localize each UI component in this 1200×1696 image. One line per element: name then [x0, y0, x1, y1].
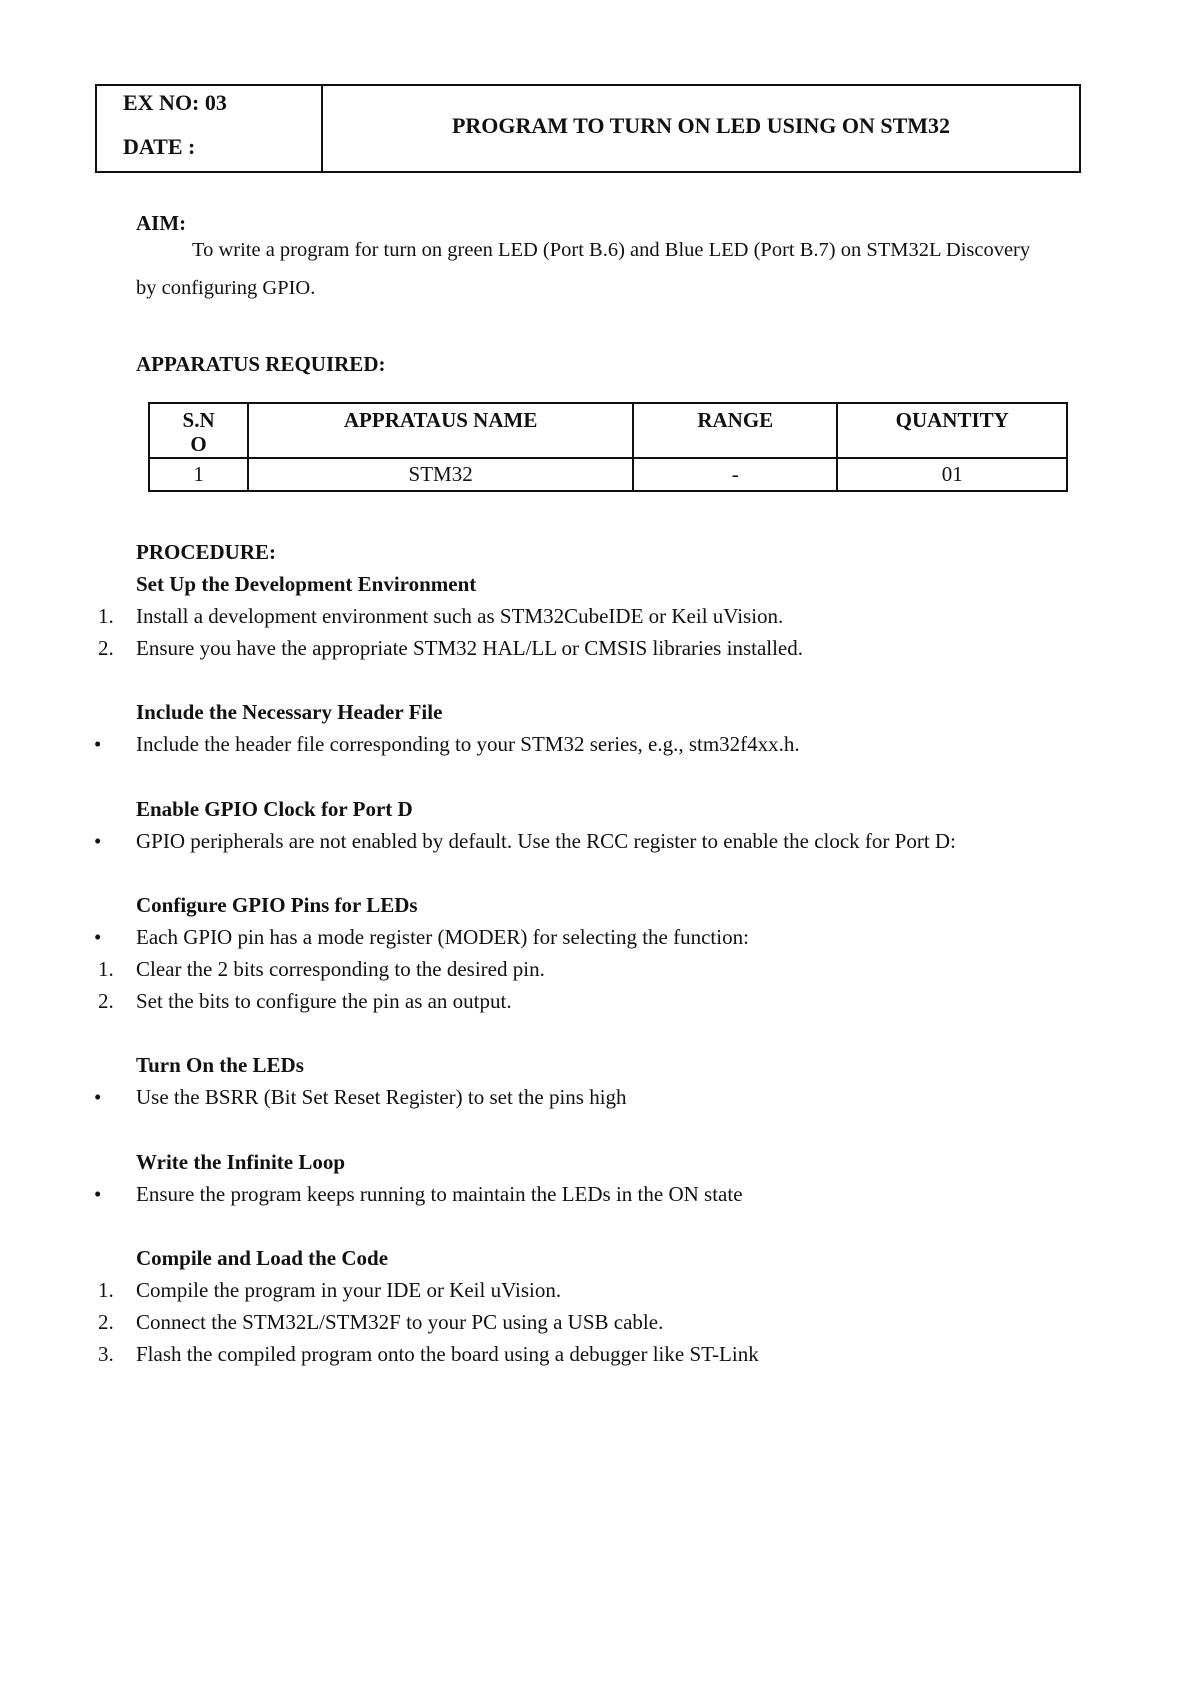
list-item: Compile the program in your IDE or Keil uVision.: [136, 1278, 562, 1302]
section-title: Configure GPIO Pins for LEDs: [136, 893, 418, 917]
section-title: Include the Necessary Header File: [136, 700, 443, 724]
list-marker: 1.: [98, 1278, 114, 1302]
apparatus-heading: APPARATUS REQUIRED:: [136, 352, 386, 376]
list-marker: 3.: [98, 1342, 114, 1366]
bullet-marker: •: [94, 732, 102, 756]
column-header-range: RANGE: [633, 403, 837, 458]
section-title: Compile and Load the Code: [136, 1246, 389, 1270]
column-header-name: APPRATAUS NAME: [248, 403, 633, 458]
list-item: Install a development environment such as STM32CubeIDE or Keil uVision.: [136, 604, 784, 628]
bullet-marker: •: [94, 1085, 102, 1109]
cell-range: -: [633, 458, 837, 491]
experiment-title: PROGRAM TO TURN ON LED USING ON STM32: [451, 112, 951, 138]
experiment-number: EX NO: 03: [123, 90, 227, 115]
column-header-sno: [149, 403, 248, 458]
aim-text-line2: by configuring GPIO.: [136, 277, 316, 299]
experiment-header: [95, 84, 1081, 173]
list-marker: 1.: [98, 957, 114, 981]
list-item: Each GPIO pin has a mode register (MODER) for selecting the function:: [136, 925, 749, 949]
cell-quantity: 01: [837, 458, 1067, 491]
sno-header-line2: O: [190, 432, 207, 456]
bullet-marker: •: [94, 925, 102, 949]
list-marker: 2.: [98, 636, 114, 660]
experiment-date: DATE :: [123, 134, 196, 159]
list-item: Clear the 2 bits corresponding to the desired pin.: [136, 957, 545, 981]
list-marker: 1.: [98, 604, 114, 628]
section-title: Turn On the LEDs: [136, 1053, 304, 1077]
aim-text-line1: To write a program for turn on green LED (Port B.6) and Blue LED (Port B.7) on STM32L Discovery: [192, 239, 1031, 261]
cell-sno: 1: [149, 458, 248, 491]
header-meta-cell: [97, 86, 323, 171]
list-item: Set the bits to configure the pin as an output.: [136, 989, 512, 1013]
list-marker: 2.: [98, 989, 114, 1013]
bullet-marker: •: [94, 829, 102, 853]
procedure-heading: PROCEDURE:: [136, 540, 276, 564]
cell-name: STM32: [248, 458, 633, 491]
apparatus-table: [148, 402, 1068, 492]
bullet-marker: •: [94, 1182, 102, 1206]
list-item: Ensure you have the appropriate STM32 HAL/LL or CMSIS libraries installed.: [136, 636, 804, 660]
column-header-quantity: QUANTITY: [837, 403, 1067, 458]
section-title: Set Up the Development Environment: [136, 572, 477, 596]
list-marker: 2.: [98, 1310, 114, 1334]
list-item: Ensure the program keeps running to maintain the LEDs in the ON state: [136, 1182, 743, 1206]
section-title: Write the Infinite Loop: [136, 1150, 346, 1174]
list-item: GPIO peripherals are not enabled by default. Use the RCC register to enable the clock for Port D:: [136, 829, 956, 853]
list-item: Flash the compiled program onto the board using a debugger like ST-Link: [136, 1342, 759, 1366]
list-item: Include the header file corresponding to your STM32 series, e.g., stm32f4xx.h.: [136, 732, 800, 756]
list-item: Use the BSRR (Bit Set Reset Register) to set the pins high: [136, 1085, 627, 1109]
table-header-row: [149, 403, 1067, 458]
section-title: Enable GPIO Clock for Port D: [136, 797, 413, 821]
sno-header-line1: S.N: [182, 408, 215, 432]
table-row: [149, 458, 1067, 491]
aim-heading: AIM:: [136, 211, 187, 235]
list-item: Connect the STM32L/STM32F to your PC using a USB cable.: [136, 1310, 664, 1334]
